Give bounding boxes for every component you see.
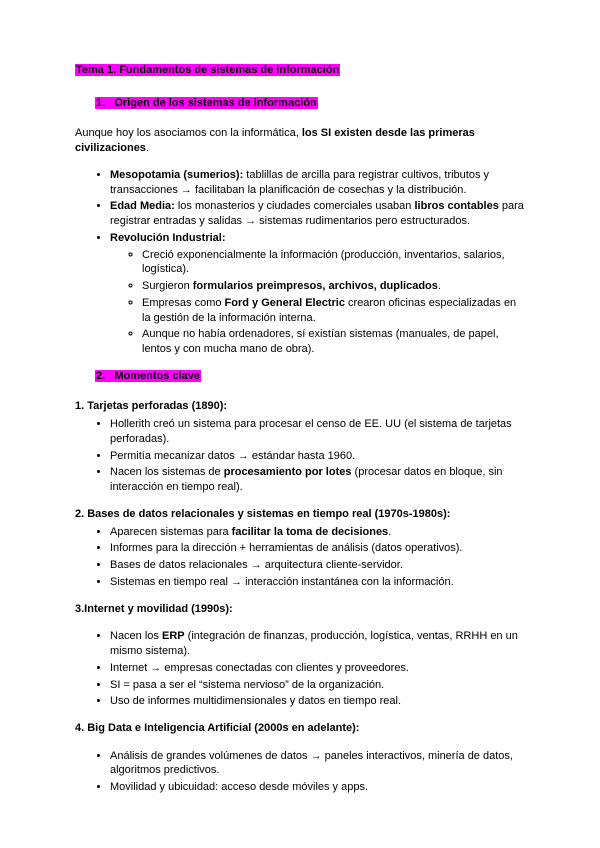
bullet-text: Creció exponencialmente la información (producción, inventarios, salarios, logística). <box>142 248 505 276</box>
bullet-item <box>110 449 526 464</box>
section1-heading-line <box>75 96 526 111</box>
bullet-item <box>142 279 526 294</box>
moment-4-title: 4. Big Data e Inteligencia Artificial (2000s en adelante): <box>75 721 360 734</box>
bullet-item <box>110 694 526 709</box>
bullet-item <box>110 231 526 357</box>
bullet-text: Empresas como Ford y General Electric crearon oficinas especializadas en la gestión de la información interna. <box>142 296 517 324</box>
moment-4-bullets <box>75 749 526 795</box>
bullet-text: Informes para la dirección + herramientas de análisis (datos operativos). <box>110 542 463 555</box>
bullet-item <box>110 199 526 228</box>
bullet-item <box>110 629 526 658</box>
moment-2-title: 2. Bases de datos relacionales y sistemas en tiempo real (1970s-1980s): <box>75 507 451 520</box>
bullet-text: SI = pasa a ser el “sistema nervioso” de la organización. <box>110 678 385 691</box>
bullet-text: Aparecen sistemas para facilitar la toma de decisiones. <box>110 525 392 538</box>
bullet-text: Revolución Industrial: <box>110 231 226 244</box>
bullet-text: Permitía mecanizar datos → estándar hasta 1960. <box>110 449 356 462</box>
moment-3-title: 3.Internet y movilidad (1990s): <box>75 602 233 615</box>
bullet-item <box>110 558 526 573</box>
bullet-text: Análisis de grandes volúmenes de datos → paneles interactivos, minería de datos, algoritmos predictivos. <box>110 749 513 777</box>
doc-title-line <box>75 63 526 78</box>
section2-heading: 2. Momentos clave <box>96 369 200 382</box>
bullet-text: Hollerith creó un sistema para procesar el censo de EE. UU (el sistema de tarjetas perforadas). <box>110 418 512 445</box>
bullet-text: Edad Media: los monasterios y ciudades comerciales usaban libros contables para registrar entradas y salidas → sistemas rudimentarios pero estructurados. <box>110 200 524 228</box>
bullet-item <box>110 168 526 197</box>
bullet-item <box>142 327 526 356</box>
bullet-item <box>110 525 526 540</box>
bullet-text: Movilidad y ubicuidad: acceso desde móviles y apps. <box>110 781 369 794</box>
moment-1-bullets <box>75 417 526 495</box>
bullet-item <box>110 749 526 778</box>
bullet-item <box>142 248 526 277</box>
section2-heading-line <box>75 369 526 384</box>
bullet-item <box>110 678 526 693</box>
industrial-revolution-sublist <box>110 248 526 357</box>
bullet-text: Surgieron formularios preimpresos, archivos, duplicados. <box>142 280 441 293</box>
bullet-item <box>110 575 526 590</box>
bullet-text: Aunque no había ordenadores, sí existían sistemas (manuales, de papel, lentos y con mucha mano de obra). <box>142 328 499 356</box>
bullet-item <box>142 296 526 325</box>
doc-title: Tema 1. Fundamentos de sistemas de información <box>76 64 340 76</box>
bullet-text: Bases de datos relacionales → arquitectura cliente-servidor. <box>110 559 403 572</box>
moment-3-bullets <box>75 629 526 709</box>
bullet-item <box>110 780 526 795</box>
bullet-item <box>110 417 526 446</box>
bullet-text: Internet → empresas conectadas con clientes y proveedores. <box>110 661 409 674</box>
bullet-text: Mesopotamia (sumerios): tablillas de arcilla para registrar cultivos, tributos y transacciones → facilitaban la planificación de cosechas y la distribución. <box>110 168 490 196</box>
intro-paragraph: Aunque hoy los asociamos con la informática, los SI existen desde las primeras civilizaciones. <box>75 127 475 155</box>
bullet-item <box>110 661 526 676</box>
moment-2-bullets <box>75 525 526 590</box>
origins-list <box>75 168 526 357</box>
moment-1-title: 1. Tarjetas perforadas (1890): <box>75 400 228 413</box>
bullet-text: Nacen los sistemas de procesamiento por lotes (procesar datos en bloque, sin interacción en tiempo real). <box>110 466 503 494</box>
bullet-item <box>110 541 526 556</box>
bullet-text: Sistemas en tiempo real → interacción instantánea con la información. <box>110 575 454 588</box>
bullet-item <box>110 465 526 494</box>
section1-heading: 1. Origen de los sistemas de información <box>96 96 317 109</box>
bullet-text: Nacen los ERP (integración de finanzas, producción, logística, ventas, RRHH en un mismo sistema). <box>110 630 518 658</box>
bullet-text: Uso de informes multidimensionales y datos en tiempo real. <box>110 695 402 708</box>
